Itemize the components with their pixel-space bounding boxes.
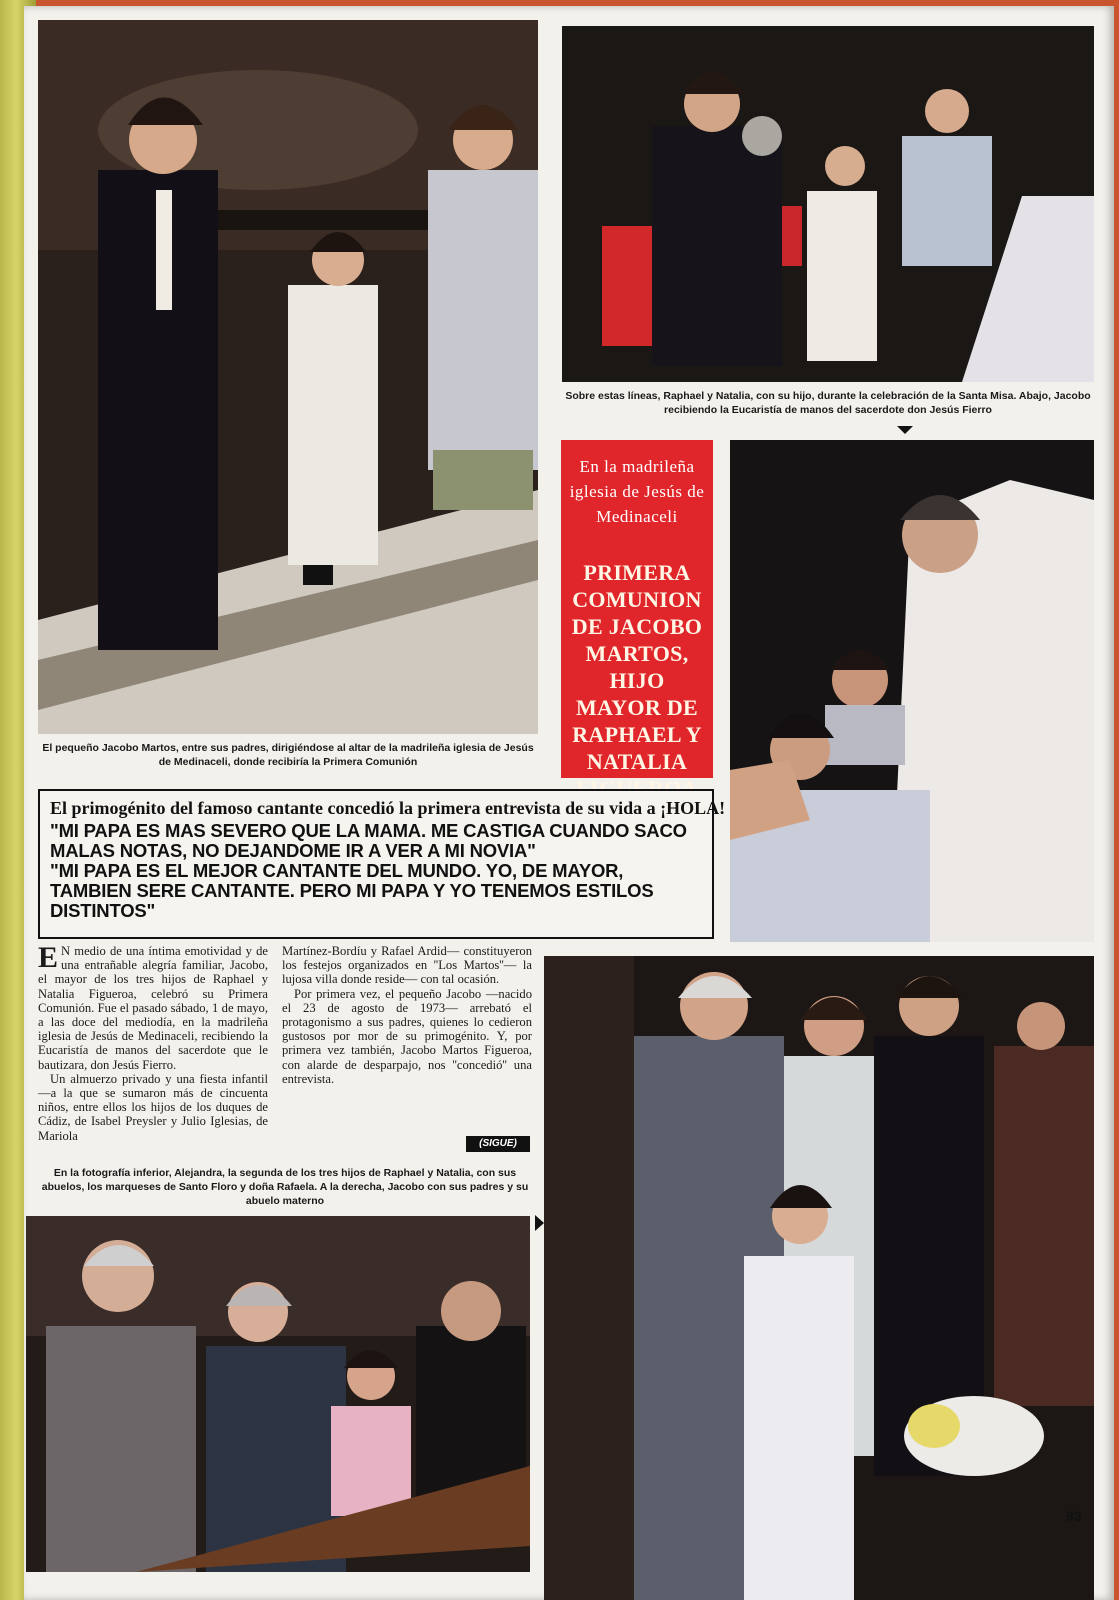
article-column-2 xyxy=(282,944,532,1086)
quote-second: "MI PAPA ES EL MEJOR CANTANTE DEL MUNDO. YO, DE MAYOR, TAMBIEN SERE CANTANTE. PERO MI PAPA Y YO TENEMOS ESTILOS DISTINTOS" xyxy=(50,860,654,921)
caption-top-left: El pequeño Jacobo Martos, entre sus padres, dirigiéndose al altar de la madrileña iglesia de Jesús de Medinaceli, donde recibiría la Primera Comunión xyxy=(42,742,534,768)
continues-badge: (SIGUE) xyxy=(466,1136,530,1152)
magazine-page xyxy=(24,6,1114,1600)
photo-grandparents-illustration xyxy=(26,1216,530,1572)
photo-family-walking xyxy=(38,20,538,734)
photo-with-grandfather-illustration xyxy=(544,956,1094,1600)
quote-intro: El primogénito del famoso cantante concedió la primera entrevista de su vida a ¡HOLA! xyxy=(50,798,726,818)
arrow-down-icon xyxy=(897,426,913,434)
photo-with-grandfather xyxy=(544,956,1094,1600)
article-column-1 xyxy=(38,941,268,1143)
photo-grandparents xyxy=(26,1216,530,1572)
article-paragraph-3: Martínez-Bordíu y Rafael Ardid— constituyeron los festejos organizados en ''Los Martos''— la lujosa villa donde reside— con tal ocasión. xyxy=(282,944,532,987)
page-number: 93 xyxy=(1066,1508,1082,1524)
photo-seated-mass xyxy=(562,26,1094,382)
quote-first: "MI PAPA ES MAS SEVERO QUE LA MAMA. ME CASTIGA CUANDO SACO MALAS NOTAS, NO DEJANDOME IR A VER A MI NOVIA" xyxy=(50,820,687,861)
headline-title: PRIMERA COMUNION DE JACOBO MARTOS, HIJO MAYOR DE RAPHAEL Y NATALIA xyxy=(571,560,703,774)
article-paragraph-1: N medio de una íntima emotividad y de una entrañable alegría familiar, Jacobo, el mayor de los tres hijos de Raphael y Natalia Figueroa, celebró su Primera Comunión. Fue el pasado sábado, 1 de mayo, a las doce del mediodía, en la madrileña iglesia de Jesús de Medinaceli, recibiendo la Eucaristía de manos del sacerdote que le bautizara, don Jesús Fierro. xyxy=(38,944,268,1072)
caption-top-right: Sobre estas líneas, Raphael y Natalia, con su hijo, durante la celebración de la Santa Misa. Abajo, Jacobo recibiendo la Eucaristía de manos del sacerdote don Jesús Fierro xyxy=(565,390,1091,416)
photo-family-walking-illustration xyxy=(38,20,538,734)
headline-kicker: En la madrileña iglesia de Jesús de Medinaceli xyxy=(569,457,705,526)
article-dropcap: E xyxy=(38,941,59,974)
article-paragraph-4: Por primera vez, el pequeño Jacobo —nacido el 23 de agosto de 1973— arrebató el protagonismo a sus padres, quienes lo cedieron gustosos por mor de su primogénito. Y, por primera vez también, Jacobo Martos Figueroa, con alarde de desparpajo, nos ''concedió'' una entrevista. xyxy=(282,986,532,1086)
article-paragraph-2: Un almuerzo privado y una fiesta infantil —a la que se sumaron más de cincuenta niños, entre ellos los hijos de los duques de Cádiz, de Isabel Preysler y Julio Iglesias, de Mariola xyxy=(38,1071,268,1143)
photo-communion-illustration xyxy=(730,440,1094,942)
photo-communion xyxy=(730,440,1094,942)
caption-bottom: En la fotografía inferior, Alejandra, la segunda de los tres hijos de Raphael y Natalia, con sus abuelos, los marqueses de Santo Floro y doña Rafaela. A la derecha, Jacobo con sus padres y su abuelo materno xyxy=(41,1167,529,1207)
arrow-right-icon xyxy=(535,1215,544,1231)
interview-quote-box xyxy=(38,789,726,939)
photo-seated-mass-illustration xyxy=(562,26,1094,382)
headline-box xyxy=(561,440,713,778)
